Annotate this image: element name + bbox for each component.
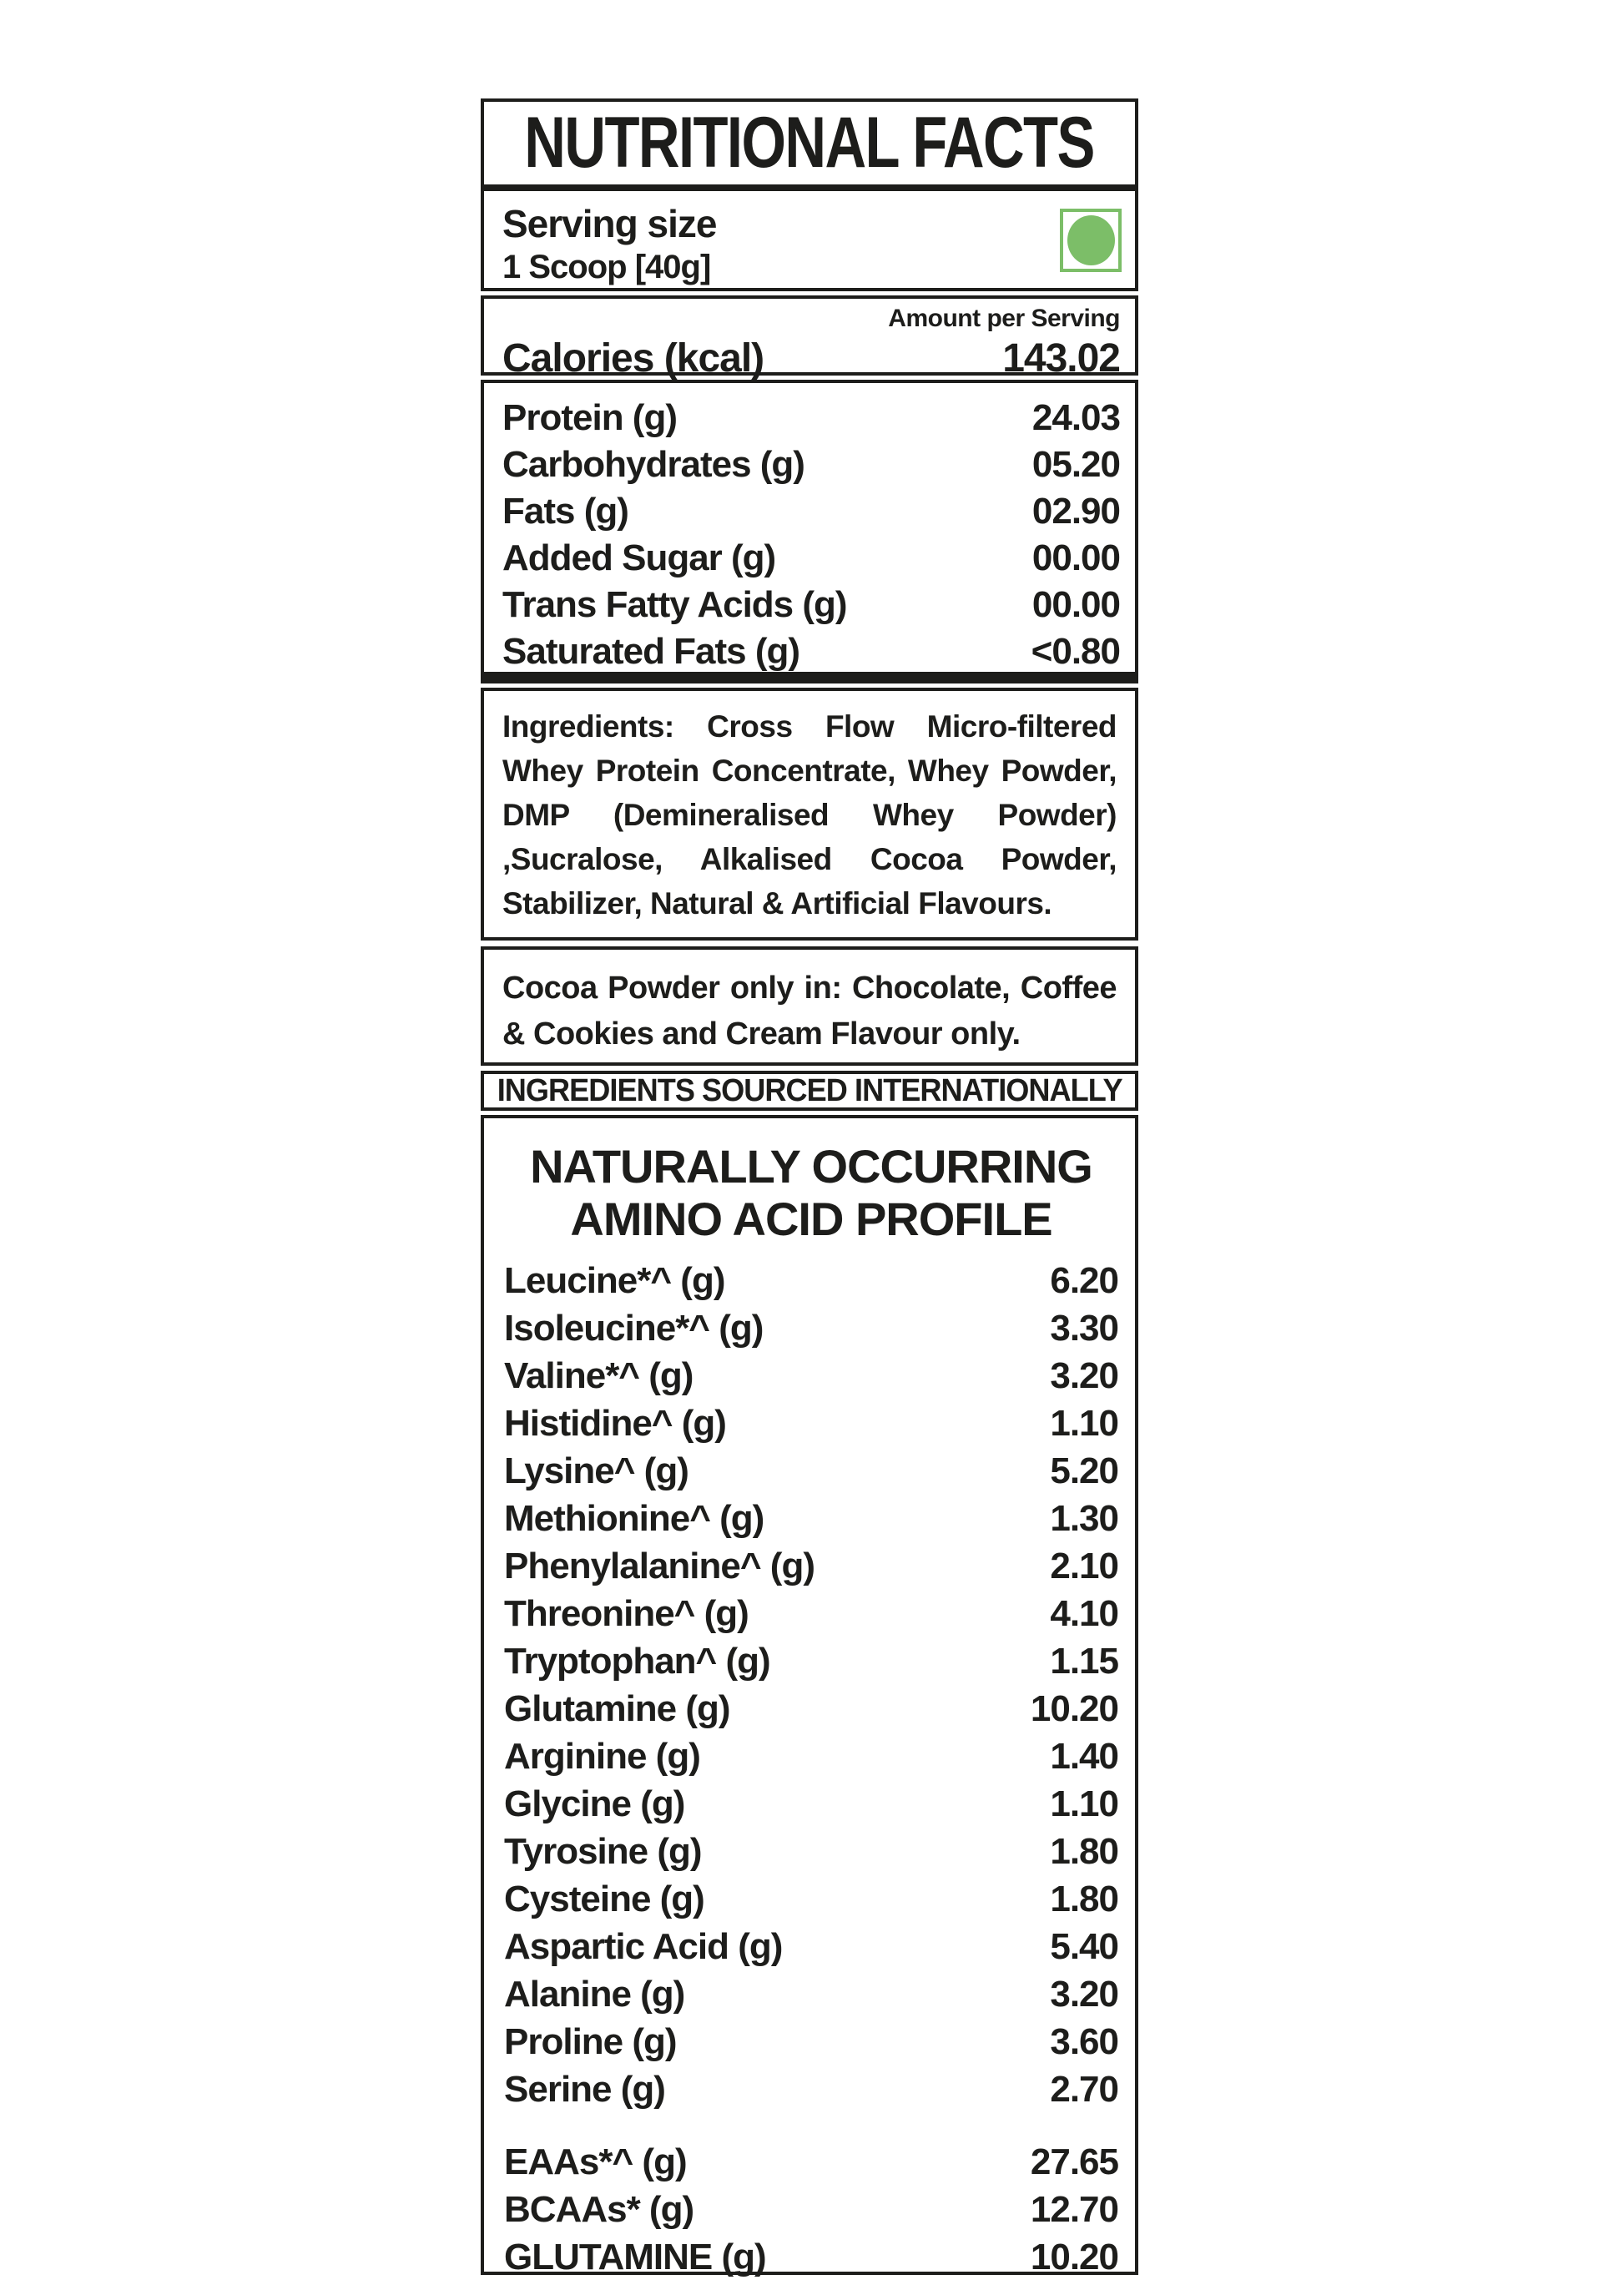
macro-name: Carbohydrates (g) <box>502 444 804 485</box>
amino-name: Cysteine (g) <box>504 1879 704 1919</box>
amino-row <box>504 2066 1118 2113</box>
page-title: NUTRITIONAL FACTS <box>524 103 1095 183</box>
amino-name: Tryptophan^ (g) <box>504 1641 770 1682</box>
amino-summary-value: 12.70 <box>1030 2189 1118 2230</box>
sourced-banner <box>481 1071 1138 1111</box>
amino-summary-row <box>504 2233 1118 2281</box>
amino-name: Threonine^ (g) <box>504 1593 749 1634</box>
amino-value: 1.30 <box>1050 1498 1118 1539</box>
macro-name: Saturated Fats (g) <box>502 631 800 672</box>
amino-name: Methionine^ (g) <box>504 1498 764 1539</box>
cocoa-note-text: Cocoa Powder only in: Chocolate, Coffee & Cookies and Cream Flavour only. <box>502 971 1117 1052</box>
ingredients-text: Ingredients: Cross Flow Micro-filtered Whey Protein Concentrate, Whey Powder, DMP (Demineralised Whey Powder) ,Sucralose, Alkalised Cocoa Powder, Stabilizer, Natural & Artificial Flavours. <box>502 709 1117 921</box>
amino-summary-rows <box>504 2138 1118 2281</box>
cocoa-note-section <box>481 946 1138 1066</box>
amino-row <box>504 1970 1118 2018</box>
amino-value: 3.60 <box>1050 2021 1118 2062</box>
amino-row <box>504 2018 1118 2066</box>
macro-row <box>502 628 1120 675</box>
macro-name: Added Sugar (g) <box>502 537 776 578</box>
amino-name: Isoleucine*^ (g) <box>504 1308 764 1349</box>
amino-value: 4.10 <box>1050 1593 1118 1634</box>
amino-row <box>504 1637 1118 1685</box>
amino-row <box>504 1495 1118 1542</box>
macro-row <box>502 582 1120 628</box>
amino-value: 1.40 <box>1050 1736 1118 1777</box>
amino-row <box>504 1875 1118 1923</box>
amino-name: Histidine^ (g) <box>504 1403 726 1444</box>
title-section <box>481 98 1138 188</box>
amino-name: Aspartic Acid (g) <box>504 1926 783 1967</box>
amino-value: 3.20 <box>1050 1974 1118 2015</box>
vegetarian-mark-icon <box>1060 209 1122 272</box>
amino-name: Alanine (g) <box>504 1974 685 2015</box>
macro-value: <0.80 <box>1031 631 1120 672</box>
macro-name: Fats (g) <box>502 491 628 532</box>
amino-value: 2.70 <box>1050 2069 1118 2110</box>
serving-size-value: 1 Scoop [40g] <box>502 249 711 285</box>
amino-title-line1: NATURALLY OCCURRING <box>530 1140 1092 1193</box>
amino-row <box>504 1257 1118 1304</box>
amino-name: Glutamine (g) <box>504 1688 730 1729</box>
amino-value: 5.20 <box>1050 1450 1118 1491</box>
serving-section <box>481 188 1138 291</box>
amino-name: Valine*^ (g) <box>504 1355 693 1396</box>
nutrition-label <box>481 98 1138 2275</box>
calories-value: 143.02 <box>1002 336 1120 381</box>
amino-summary-row <box>504 2138 1118 2186</box>
macro-value: 02.90 <box>1031 491 1120 532</box>
calories-name: Calories (kcal) <box>502 336 764 381</box>
amino-name: Phenylalanine^ (g) <box>504 1546 815 1586</box>
amino-title-line2: AMINO ACID PROFILE <box>570 1193 1052 1245</box>
amino-value: 2.10 <box>1050 1546 1118 1586</box>
calories-section <box>481 295 1138 381</box>
amino-summary-name: BCAAs* (g) <box>504 2189 694 2230</box>
amino-rows <box>504 1257 1118 2113</box>
amino-value: 3.30 <box>1050 1308 1118 1349</box>
amino-row <box>504 1733 1118 1780</box>
macro-row <box>502 535 1120 582</box>
macro-value: 05.20 <box>1031 444 1120 485</box>
amino-row <box>504 1352 1118 1400</box>
amino-value: 1.10 <box>1050 1783 1118 1824</box>
amino-name: Arginine (g) <box>504 1736 700 1777</box>
amino-row <box>504 1590 1118 1637</box>
amino-value: 1.10 <box>1050 1403 1118 1444</box>
amino-value: 1.15 <box>1050 1641 1118 1682</box>
amino-name: Glycine (g) <box>504 1783 685 1824</box>
sourced-banner-text: INGREDIENTS SOURCED INTERNATIONALLY <box>497 1072 1122 1108</box>
amino-name: Tyrosine (g) <box>504 1831 702 1872</box>
macro-name: Trans Fatty Acids (g) <box>502 584 847 625</box>
amino-name: Serine (g) <box>504 2069 665 2110</box>
macro-row <box>502 488 1120 535</box>
amino-row <box>504 1780 1118 1828</box>
serving-size-heading: Serving size <box>502 202 717 245</box>
macro-value: 24.03 <box>1031 397 1120 438</box>
amino-summary-value: 27.65 <box>1030 2141 1118 2182</box>
macro-row <box>502 441 1120 488</box>
amino-name: Lysine^ (g) <box>504 1450 688 1491</box>
amino-row <box>504 1828 1118 1875</box>
amino-summary-value: 10.20 <box>1030 2237 1118 2277</box>
amino-value: 10.20 <box>1030 1688 1118 1729</box>
amino-name: Proline (g) <box>504 2021 677 2062</box>
amino-summary-name: GLUTAMINE (g) <box>504 2237 766 2277</box>
macro-value: 00.00 <box>1031 584 1120 625</box>
macro-value: 00.00 <box>1031 537 1120 578</box>
macros-section <box>481 380 1138 683</box>
amino-row <box>504 1400 1118 1447</box>
amino-profile-section <box>481 1115 1138 2275</box>
amino-profile-title <box>504 1140 1118 1245</box>
amino-summary-name: EAAs*^ (g) <box>504 2141 687 2182</box>
macro-row <box>502 395 1120 441</box>
amino-value: 1.80 <box>1050 1831 1118 1872</box>
amino-row <box>504 1304 1118 1352</box>
amino-value: 6.20 <box>1050 1260 1118 1301</box>
amount-per-serving-header: Amount per Serving <box>888 305 1120 332</box>
vegetarian-dot-icon <box>1067 215 1115 265</box>
amino-summary-row <box>504 2186 1118 2233</box>
amino-name: Leucine*^ (g) <box>504 1260 725 1301</box>
ingredients-section <box>481 688 1138 941</box>
macro-name: Protein (g) <box>502 397 677 438</box>
amino-row <box>504 1447 1118 1495</box>
amino-row <box>504 1923 1118 1970</box>
calories-row <box>502 335 1120 381</box>
amino-value: 5.40 <box>1050 1926 1118 1967</box>
amino-value: 1.80 <box>1050 1879 1118 1919</box>
amino-row <box>504 1542 1118 1590</box>
amino-row <box>504 1685 1118 1733</box>
amino-value: 3.20 <box>1050 1355 1118 1396</box>
